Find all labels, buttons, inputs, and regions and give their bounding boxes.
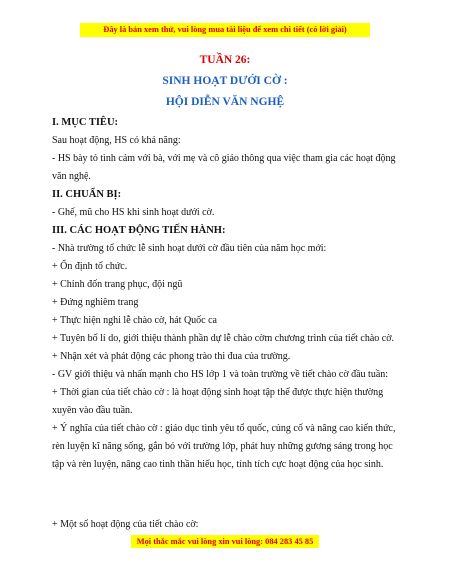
section-heading-activities: III. CÁC HOẠT ĐỘNG TIẾN HÀNH: [52,225,226,236]
section-heading-preparation: II. CHUẨN BỊ: [52,189,122,200]
activity-line: + Ý nghĩa của tiết chào cờ : giáo dục tình yêu tổ quốc, củng cố và nâng cao kiến thức, rèn luyện kĩ năng sống, gắn bó với trường lớp, phát huy những gương sáng trong học tập và rèn luyện, nâng cao tinh thần hiếu học, tính tích cực hoạt động của học sinh. [52,423,396,470]
activity-line: - GV giới thiệu và nhấn mạnh cho HS lớp 1 và toàn trường về tiết chào cờ đầu tuần: [52,369,389,380]
activity-line-last: + Một số hoạt động của tiết chào cờ: [52,519,199,530]
preparation-item: - Ghế, mũ cho HS khi sinh hoạt dưới cờ. [52,207,215,218]
activity-line: - Nhà trường tổ chức lễ sinh hoạt dưới cờ đầu tiên của năm học mới: [52,243,327,254]
activity-line: + Nhận xét và phát động các phong trào thi đua của trường. [52,351,291,362]
activity-line: + Thực hiện nghi lễ chào cờ, hát Quốc ca [52,315,217,326]
objectives-intro: Sau hoạt động, HS có khả năng: [52,135,181,146]
activity-title: SINH HOẠT DƯỚI CỜ : [162,75,288,87]
week-title: TUẦN 26: [199,54,251,66]
activity-line: + Chỉnh đốn trang phục, đội ngũ [52,279,183,290]
section-heading-objectives: I. MỤC TIÊU: [52,117,119,128]
activity-line: + Tuyên bố lí do, giới thiệu thành phần dự lễ chào cờm chương trình của tiết chào cờ. [52,333,395,344]
event-title: HỘI DIỄN VĂN NGHỆ [165,96,285,108]
objectives-item: - HS bày tỏ tình cảm với bà, với mẹ và cô giáo thông qua việc tham gia các hoạt động văn nghệ. [52,153,396,182]
title-block [0,50,450,113]
document-body [52,114,402,474]
activity-line: + Thời gian của tiết chào cờ : là hoạt động sinh hoạt tập thể được thực hiện thường xuyên vào đầu tuần. [52,387,384,416]
preview-banner: Đây là bản xem thử, vui lòng mua tài liệu để xem chi tiết (có lời giải) [80,23,370,37]
activity-line: + Đứng nghiêm trang [52,297,139,308]
activity-line: + Ổn định tổ chức. [52,261,128,272]
contact-footer: Mọi thắc mắc vui lòng xin vui lòng: 084 283 45 85 [131,535,319,548]
